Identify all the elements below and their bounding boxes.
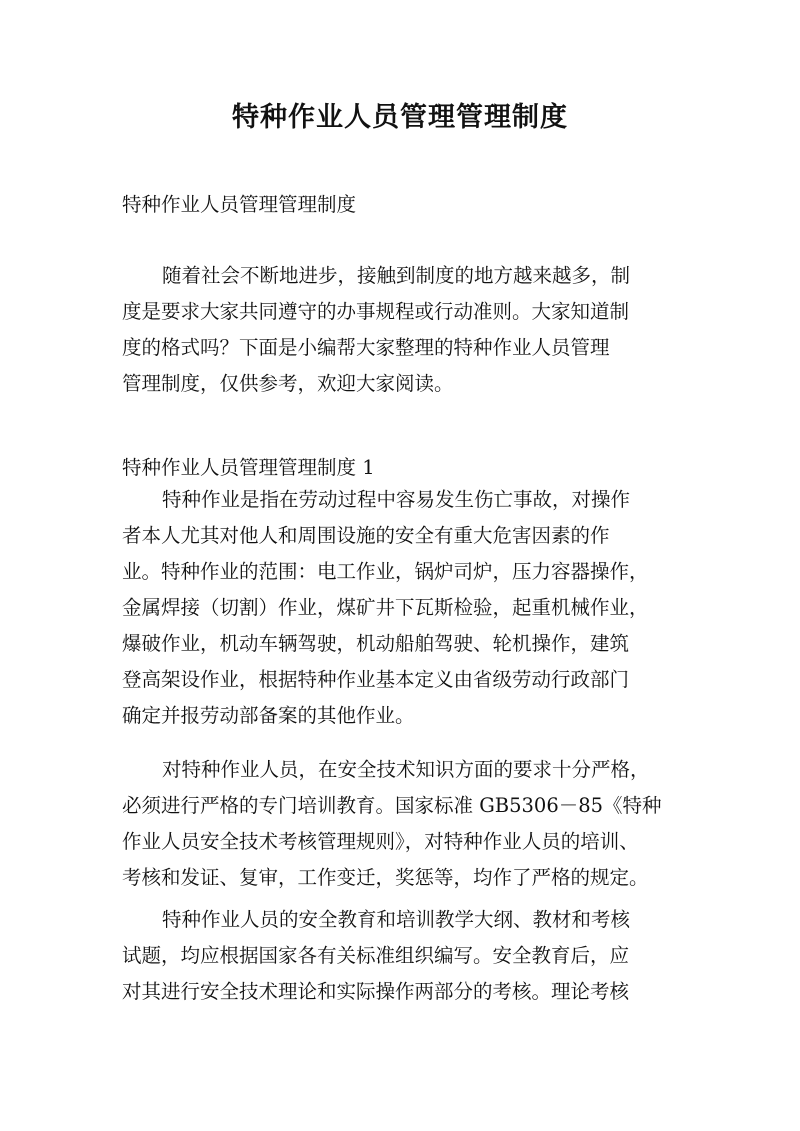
paragraph-2: [122, 752, 682, 896]
paragraph-line: 随着社会不断地进步，接触到制度的地方越来越多，制: [162, 264, 631, 287]
paragraph-line: 特种作业人员的安全教育和培训教学大纲、教材和考核: [162, 908, 631, 931]
paragraph-line: 考核和发证、复审，工作变迁，奖惩等，均作了严格的规定。: [122, 866, 649, 889]
paragraph-1: [122, 482, 682, 734]
paragraph-line: 者本人尤其对他人和周围设施的安全有重大危害因素的作: [122, 524, 610, 547]
paragraph-line: 度的格式吗？下面是小编帮大家整理的特种作业人员管理: [122, 336, 610, 359]
paragraph-line: 度是要求大家共同遵守的办事规程或行动准则。大家知道制: [122, 300, 630, 323]
section-heading: 特种作业人员管理管理制度 1: [122, 456, 375, 479]
paragraph-line: 业。特种作业的范围：电工作业，锅炉司炉，压力容器操作，: [122, 560, 649, 583]
paragraph-line: 管理制度，仅供参考，欢迎大家阅读。: [122, 372, 454, 395]
paragraph-line: 登高架设作业，根据特种作业基本定义由省级劳动行政部门: [122, 668, 630, 691]
paragraph-line: 必须进行严格的专门培训教育。国家标准 GB5306－85《特种: [122, 794, 662, 817]
paragraph-line: 金属焊接（切割）作业，煤矿井下瓦斯检验，起重机械作业，: [122, 596, 649, 619]
paragraph-line: 特种作业是指在劳动过程中容易发生伤亡事故，对操作: [162, 488, 631, 511]
paragraph-line: 对特种作业人员，在安全技术知识方面的要求十分严格，: [162, 758, 650, 781]
paragraph-line: 作业人员安全技术考核管理规则》，对特种作业人员的培训、: [122, 830, 639, 853]
intro-paragraph: [122, 258, 682, 402]
paragraph-line: 爆破作业，机动车辆驾驶，机动船舶驾驶、轮机操作，建筑: [122, 632, 630, 655]
paragraph-line: 确定并报劳动部备案的其他作业。: [122, 704, 415, 727]
paragraph-line: 对其进行安全技术理论和实际操作两部分的考核。理论考核: [122, 980, 630, 1003]
document-title: 特种作业人员管理管理制度: [232, 102, 568, 133]
paragraph-line: 试题，均应根据国家各有关标准组织编写。安全教育后，应: [122, 944, 630, 967]
paragraph-3: [122, 902, 682, 1010]
document-subtitle: 特种作业人员管理管理制度: [122, 193, 357, 216]
